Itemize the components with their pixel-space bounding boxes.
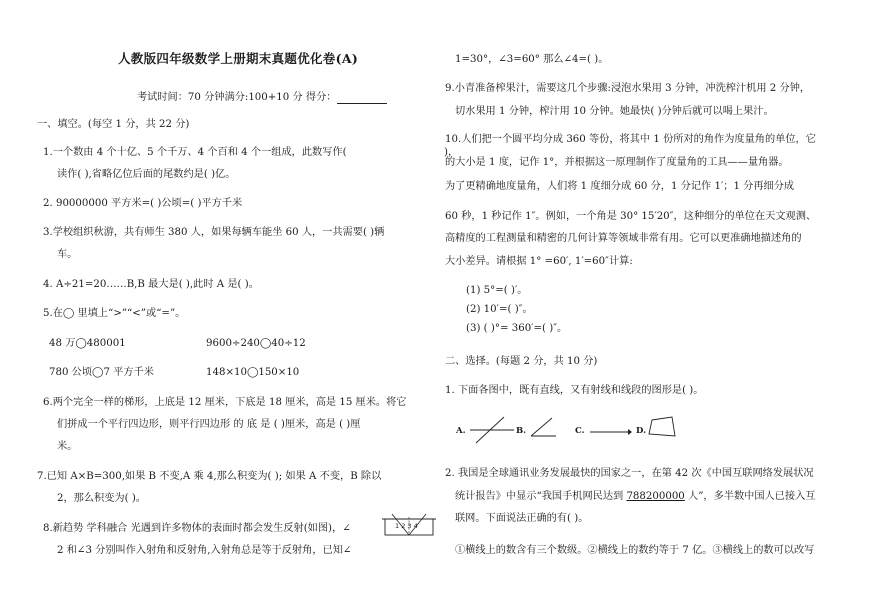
reflection-figure-labels: 1 2 3 4 (395, 522, 418, 530)
q10-line2: 的大小是 1 度，记作 1°，并根据这一原理制作了度量角的工具——量角器。 (445, 157, 789, 168)
figure-d-quadrilateral (648, 416, 678, 442)
choice2-line2 (455, 490, 816, 503)
q7-line1: 7.已知 A×B=300,如果 B 不变,A 乘 4,那么积变为( ); 如果 A 不变，B 除以 (37, 471, 382, 482)
q1-line2: 读作( ),省略亿位后面的尾数约是( )亿。 (57, 169, 236, 180)
figure-c-segment (590, 427, 632, 437)
q10-sub3: (3) ( )°= 360′=( )″。 (466, 323, 568, 334)
q5-item2: 9600÷240◯40÷12 (206, 338, 306, 349)
q10-line5: 高精度的工程测量和精密的几何计算等领域非常有用。它可以更准确地描述角的 (445, 233, 802, 244)
q6-line2: 们拼成一个平行四边形，则平行四边形 的 底 是 ( )厘米，高是 ( )厘 (57, 419, 361, 430)
exam-info (137, 91, 387, 104)
q10-line3: 为了更精确地度量角，人们将 1 度细分成 60 分，1 分记作 1′；1 分再细分成 (445, 181, 795, 192)
q4: 4. A÷21=20……B,B 最大是( ),此时 A 是( )。 (43, 279, 259, 290)
q8-line2: 2 和∠3 分别叫作入射角和反射角,入射角总是等于反射角，已知∠ (57, 545, 352, 556)
q5-item1: 48 万◯480001 (49, 338, 126, 349)
section2-heading: 二、选择。(每题 2 分，共 10 分) (445, 356, 598, 367)
choice2-statements: ①横线上的数含有三个数级。②横线上的数约等于 7 亿。③横线上的数可以改写 (455, 545, 815, 556)
reflection-figure (382, 514, 438, 538)
q9-line2: 切水果用 1 分钟，榨汁用 10 分钟。她最快( )分钟后就可以喝上果汁。 (455, 106, 774, 117)
figure-a-lines (468, 416, 518, 446)
choice1-option-b[interactable]: B. (516, 426, 527, 436)
q8-line3: 1=30°，∠3=60° 那么∠4=( )。 (455, 54, 609, 65)
choice1-option-c[interactable]: C. (575, 426, 585, 436)
q5-item3: 780 公顷◯7 平方千米 (49, 367, 154, 378)
section1-heading: 一、填空。(每空 1 分，共 22 分) (37, 119, 190, 130)
q8-line1: 8.新趋势 学科融合 光遇到许多物体的表面时都会发生反射(如图)，∠ (43, 523, 351, 534)
q6-line1: 6.两个完全一样的梯形，上底是 12 厘米，下底是 18 厘米，高是 15 厘米。将它 (43, 397, 407, 408)
choice1: 1. 下面各图中，既有直线，又有射线和线段的图形是( )。 (445, 385, 704, 396)
q1-line1-end: )， (444, 147, 459, 158)
figure-b-angle (530, 416, 560, 442)
q1-text: 1.一个数由 4 个十亿、5 个千万、4 个百和 4 个一组成，此数写作( (43, 147, 347, 158)
choice2-text-pre: 统计报告》中显示“我国手机网民达到 (455, 491, 627, 502)
page-title: 人教版四年级数学上册期末真题优化卷(A) (118, 51, 359, 66)
q10-line4: 60 秒，1 秒记作 1″。例如，一个角是 30° 15′20″，这种细分的单位在天文观测、 (445, 211, 817, 222)
q7-line2: 2，那么积变为( )。 (57, 493, 146, 504)
exam-info-text: 考试时间：70 分钟满分:100+10 分 得分： (137, 92, 337, 103)
q3-line1: 3.学校组织秋游，共有师生 380 人，如果每辆车能坐 60 人，一共需要( )辆 (43, 227, 385, 238)
choice2-text-post: 人”，多半数中国人已接入互 (684, 491, 816, 502)
choice2-number: 788200000 (626, 491, 685, 502)
score-blank[interactable] (337, 93, 387, 104)
q2: 2. 90000000 平方米=( )公顷=( )平方千米 (43, 198, 243, 209)
choice2-line3: 联网。下面说法正确的有( )。 (455, 513, 589, 524)
q10-line6: 大小差异。请根据 1° =60′, 1′=60″计算: (445, 256, 633, 267)
q5-item4: 148×10◯150×10 (206, 367, 300, 378)
choice1-option-a[interactable]: A. (456, 426, 466, 436)
q10-line1: 10.人们把一个圆平均分成 360 等份，将其中 1 份所对的角作为度量角的单位，它 (445, 134, 816, 145)
q10-sub1: (1) 5°=( )′。 (466, 285, 528, 296)
q10-sub2: (2) 10′=( )″。 (466, 304, 533, 315)
choice1-option-d[interactable]: D. (636, 426, 647, 436)
q9-line1: 9.小青准备榨果汁，需要这几个步骤:浸泡水果用 3 分钟，冲洗榨汁机用 2 分钟， (445, 83, 811, 94)
q6-line3: 米。 (57, 441, 78, 452)
q5: 5.在◯ 里填上“>”“<”或“=”。 (43, 308, 186, 319)
q3-line2: 车。 (57, 249, 78, 260)
q1-line1 (43, 146, 347, 159)
choice2-line1: 2. 我国是全球通讯业务发展最快的国家之一，在第 42 次《中国互联网络发展状况 (445, 468, 814, 479)
